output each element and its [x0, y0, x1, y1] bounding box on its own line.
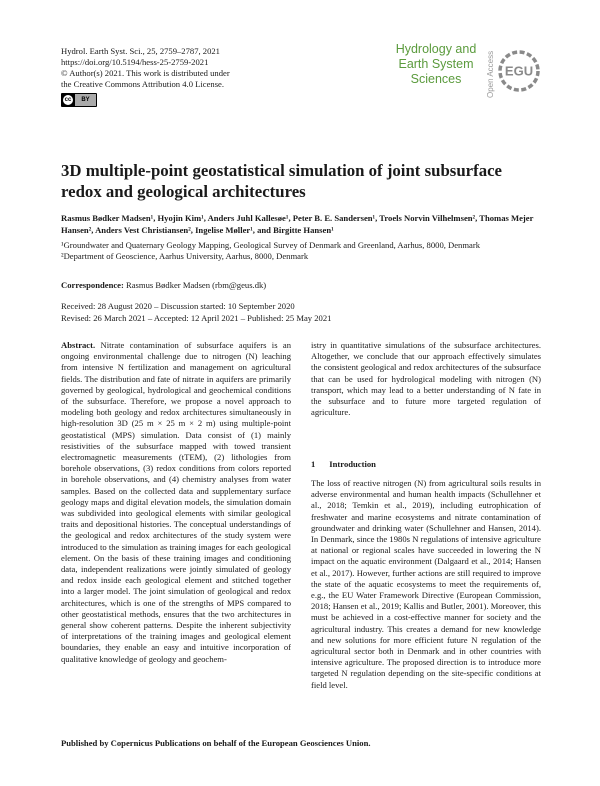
dates-line-1: Received: 28 August 2020 – Discussion started: 10 September 2020 — [61, 301, 295, 311]
abstract-column — [61, 340, 291, 665]
section-heading — [311, 459, 390, 469]
dates-line-2: Revised: 26 March 2021 – Accepted: 12 April 2021 – Published: 25 May 2021 — [61, 313, 332, 323]
correspondence-text: Rasmus Bødker Madsen (rbm@geus.dk) — [123, 280, 267, 290]
copyright-notice: © Author(s) 2021. This work is distributed under — [61, 68, 230, 78]
doi-link[interactable]: https://doi.org/10.5194/hess-25-2759-2021 — [61, 57, 209, 67]
author-list: Rasmus Bødker Madsen¹, Hyojin Kim¹, Anders Juhl Kallesøe¹, Peter B. E. Sandersen¹, Troels Norvin Vilhelmsen², Thomas Mejer Hansen², Anders Vest Christiansen², Ingelise Møller¹, and Birgitte Hansen¹ — [61, 213, 534, 235]
abstract-continued-column — [311, 340, 541, 418]
abstract-label: Abstract. — [61, 340, 96, 350]
affiliations — [61, 240, 541, 262]
svg-text:EGU: EGU — [504, 63, 534, 79]
section-number: 1 — [311, 459, 316, 469]
section-title: Introduction — [329, 459, 376, 469]
abstract-continued: istry in quantitative simulations of the subsurface architectures. Altogether, we conclude that our approach effectively simulates the consistent geological and redox architectures of the subsurface that can be used for hydrological modeling with nitrogen (N) transport, which may lead to a better understanding of N fate in the subsurface and to future more targeted regulation of agriculture. — [311, 340, 541, 418]
publication-dates — [61, 300, 331, 324]
cc-icon: cc — [64, 97, 72, 103]
journal-citation: Hydrol. Earth Syst. Sci., 25, 2759–2787, 2021 — [61, 46, 220, 56]
publisher-footer: Published by Copernicus Publications on behalf of the European Geosciences Union. — [61, 738, 371, 748]
correspondence — [61, 280, 266, 290]
paper-title: 3D multiple-point geostatistical simulation of joint subsurface redox and geological architectures — [61, 161, 502, 201]
license-notice: the Creative Commons Attribution 4.0 License. — [61, 79, 225, 89]
cc-by-badge[interactable] — [61, 93, 97, 107]
open-access-icon — [484, 44, 496, 100]
journal-name: Hydrology and Earth System Sciences — [395, 42, 477, 86]
affiliation-2: ²Department of Geoscience, Aarhus University, Aarhus, 8000, Denmark — [61, 251, 309, 261]
affiliation-1: ¹Groundwater and Quaternary Geology Mapping, Geological Survey of Denmark and Greenland, Aarhus, 8000, Denmark — [61, 240, 481, 250]
svg-text:Open Access: Open Access — [486, 50, 495, 98]
by-icon: BY — [75, 94, 96, 106]
abstract-text: Nitrate contamination of subsurface aquifers is an ongoing environmental challenge due to nitrogen (N) leaching from intensive N fertilization and management on agricultural fields. The distribution and fate of nitrate in aquifers are primarily governed by geological, hydrological and geochemical conditions of the subsurface. Therefore, we propose a novel approach to modeling both geology and redox architectures simultaneously in high-resolution 3D (25 m × 25 m × 2 m) using multiple-point geostatistical (MPS) simulation. Data consist of (1) mainly resistivities of the subsurface mapped with towed transient electromagnetic measurements (tTEM), (2) lithologies from borehole observations, (3) redox conditions from colors reported in borehole observations, and (4) chemistry analyses from water samples. Based on the collected data and supplementary surface geology maps and digital elevation models, the simulation domain was subdivided into geological elements with similar geological traits and depositional histories. The conceptual understandings of the geological and redox architectures of the study system were introduced to the simulation as training images for each geological element. On the basis of these training images and conditioning data, independent realizations were jointly simulated of geology and redox inside each geological element and stitched together into a larger model. The joint simulation of geological and redox architectures, which is one of the strengths of MPS compared to other geostatistical methods, ensures that the two architectures in general show coherent patterns. Despite the inherent subjectivity of interpretations of the training images and geological element boundaries, they enable an easy and intuitive incorporation of qualitative knowledge of geology and geochem- — [61, 340, 291, 664]
egu-logo-icon — [498, 50, 540, 92]
correspondence-label: Correspondence: — [61, 280, 124, 290]
citation-block — [61, 46, 230, 90]
introduction-column — [311, 478, 541, 691]
introduction-text: The loss of reactive nitrogen (N) from agricultural soils results in adverse environmental and human health impacts (Schullehner et al., 2018; Temkin et al., 2019), including eutrophication of freshwater and marine ecosystems and nitrate contamination of groundwater and drinking water (Schullehner and Hansen, 2014). In Denmark, since the 1980s N regulations of intensive agriculture at national or regional scales have succeeded in lowering the N impact on the aquatic environment (Dalgaard et al., 2014; Hansen et al., 2017). However, further actions are still required to improve the state of the aquatic ecosystems to meet the requirements of, e.g., the EU Water Framework Directive (European Commission, 2018; Hansen et al., 2019; Kallis and Butler, 2001). Moreover, this must be achieved in a cost-effective manner for society and the agricultural industry. This creates a demand for new knowledge and new solutions for more efficient future N regulation of the agricultural sector both in Denmark and in other countries with intensive agriculture. The proposed direction is to introduce more targeted N regulation depending on the site-specific conditions at field level. — [311, 478, 541, 690]
